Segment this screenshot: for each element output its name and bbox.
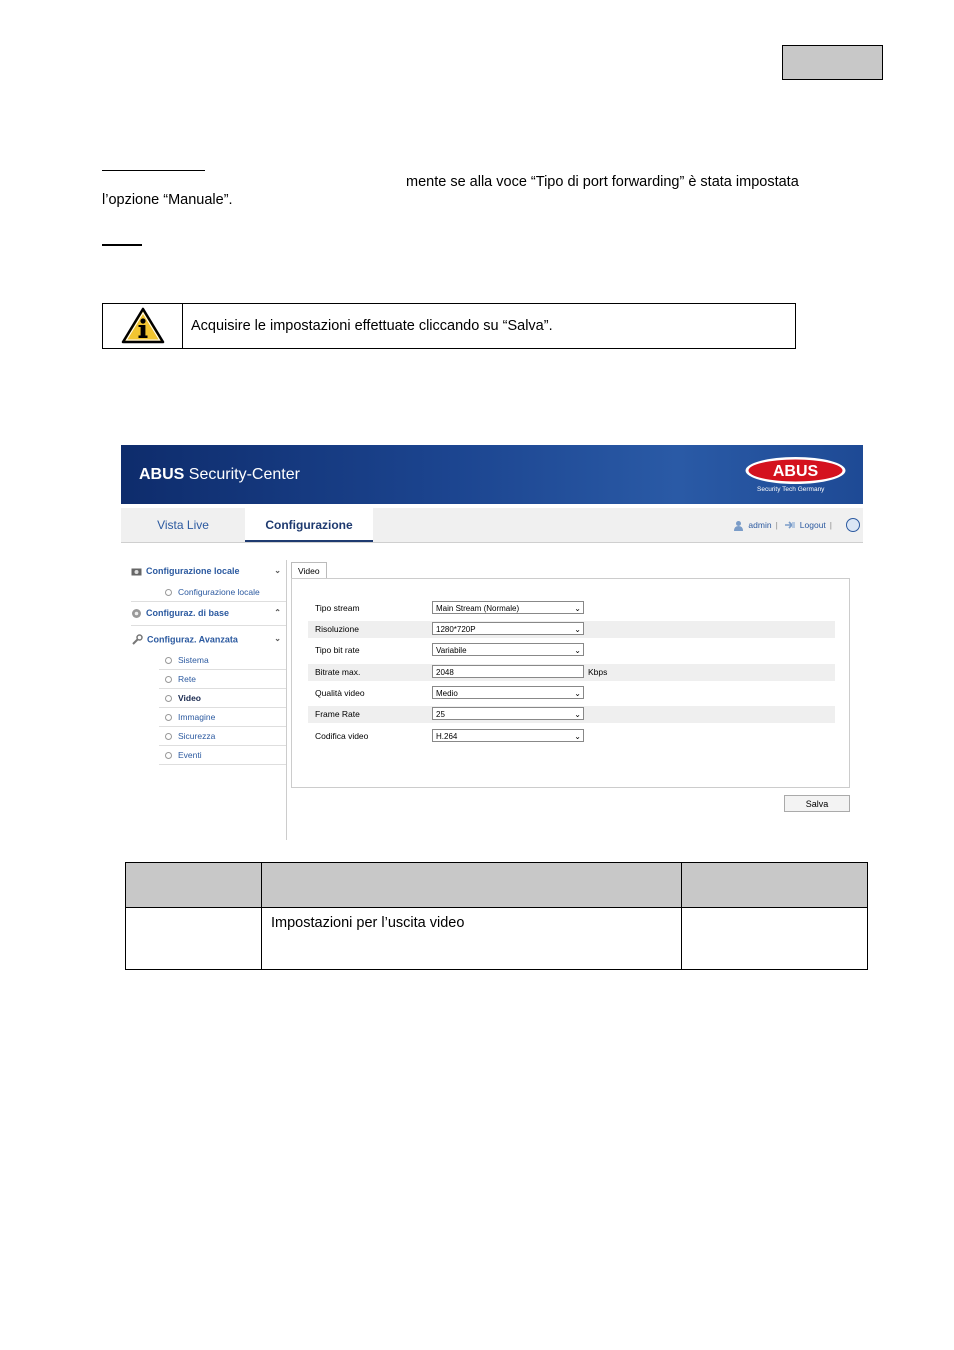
- separator: |: [775, 520, 778, 530]
- separator: |: [829, 520, 832, 530]
- chevron-up-icon: ⌃: [274, 608, 281, 617]
- save-button[interactable]: Salva: [784, 795, 850, 812]
- chevron-down-icon: ⌄: [574, 646, 581, 655]
- divider: [159, 707, 286, 708]
- field-label: Risoluzione: [315, 624, 359, 634]
- vertical-divider: [286, 560, 287, 840]
- logout-link[interactable]: Logout: [799, 520, 826, 530]
- divider: [131, 601, 286, 602]
- logout-icon: [784, 521, 796, 529]
- tab-live-view[interactable]: Vista Live: [157, 518, 209, 532]
- bullet-icon: [165, 752, 172, 759]
- chevron-down-icon: ⌄: [274, 566, 281, 575]
- sidebar-item-events[interactable]: Eventi: [165, 750, 202, 760]
- column-divider: [261, 863, 262, 969]
- subheading-underline: [102, 244, 142, 246]
- bitrate-type-select[interactable]: Variabile ⌄: [432, 643, 584, 656]
- gear-icon: [131, 608, 142, 619]
- field-label: Qualità video: [315, 688, 365, 698]
- bullet-icon: [165, 657, 172, 664]
- abus-web-ui: [121, 445, 863, 840]
- user-area: [733, 508, 863, 542]
- sidebar-item-security[interactable]: Sicurezza: [165, 731, 215, 741]
- field-label: Frame Rate: [315, 709, 360, 719]
- sidebar-section-basic[interactable]: Configuraz. di base ⌃: [131, 608, 286, 619]
- sidebar-item-system[interactable]: Sistema: [165, 655, 209, 665]
- note-box: [102, 303, 796, 349]
- sidebar-section-advanced[interactable]: Configuraz. Avanzata ⌄: [131, 634, 286, 646]
- bullet-icon: [165, 714, 172, 721]
- video-encoding-select[interactable]: H.264 ⌄: [432, 729, 584, 742]
- field-row-video-quality: [308, 685, 835, 702]
- field-row-frame-rate: [308, 706, 835, 723]
- wrench-icon: [131, 634, 143, 646]
- language-globe-icon[interactable]: [846, 518, 860, 532]
- sidebar-item-video[interactable]: Video: [165, 693, 201, 703]
- tab-video[interactable]: Video: [291, 562, 327, 579]
- bitrate-unit: Kbps: [588, 667, 608, 677]
- bullet-icon: [165, 733, 172, 740]
- user-icon: [733, 520, 744, 531]
- sidebar-item-local-config[interactable]: Configurazione locale: [165, 587, 260, 597]
- paragraph-line-1: mente se alla voce “Tipo di port forwarding” è stata impostata: [406, 174, 799, 190]
- brand-title: ABUS Security-Center: [139, 466, 300, 483]
- abus-logo: [744, 456, 847, 485]
- chevron-down-icon: ⌄: [574, 689, 581, 698]
- max-bitrate-input[interactable]: 2048: [432, 665, 584, 678]
- field-row-bitrate-type: [308, 642, 835, 659]
- field-label: Codifica video: [315, 731, 369, 741]
- bullet-icon: [165, 695, 172, 702]
- divider: [131, 625, 286, 626]
- resolution-select[interactable]: 1280*720P ⌄: [432, 622, 584, 635]
- chevron-down-icon: ⌄: [574, 625, 581, 634]
- bullet-icon: [165, 676, 172, 683]
- svg-text:ABUS: ABUS: [772, 463, 819, 480]
- field-row-video-encoding: [308, 728, 835, 745]
- chevron-down-icon: ⌄: [574, 732, 581, 741]
- table-header: [126, 863, 867, 908]
- frame-rate-select[interactable]: 25 ⌄: [432, 707, 584, 720]
- table-cell-description: Impostazioni per l’uscita video: [271, 915, 465, 931]
- logo-subtitle: Security Tech Germany: [757, 486, 825, 493]
- paragraph-line-2: l’opzione “Manuale”.: [102, 192, 233, 208]
- sidebar-item-network[interactable]: Rete: [165, 674, 196, 684]
- field-row-resolution: [308, 621, 835, 638]
- column-divider: [681, 863, 682, 969]
- video-quality-select[interactable]: Medio ⌄: [432, 686, 584, 699]
- divider: [159, 688, 286, 689]
- warning-info-icon: [103, 304, 183, 348]
- divider: [159, 726, 286, 727]
- video-settings-panel: [291, 578, 850, 788]
- user-name[interactable]: admin: [748, 520, 772, 530]
- field-row-max-bitrate: [308, 664, 835, 681]
- divider: [159, 764, 286, 765]
- tab-configuration[interactable]: Configurazione: [245, 508, 373, 542]
- language-box: [782, 45, 883, 80]
- field-label: Bitrate max.: [315, 667, 361, 677]
- divider: [159, 745, 286, 746]
- heading-underline: [102, 170, 205, 171]
- field-label: Tipo stream: [315, 603, 360, 613]
- chevron-down-icon: ⌄: [574, 710, 581, 719]
- chevron-down-icon: ⌄: [274, 634, 281, 643]
- sidebar-section-local[interactable]: Configurazione locale ⌄: [131, 566, 286, 577]
- note-text: Acquisire le impostazioni effettuate cliccando su “Salva”.: [191, 318, 553, 334]
- divider: [159, 669, 286, 670]
- parameter-table: [125, 862, 868, 970]
- field-row-stream-type: [308, 600, 835, 617]
- header-banner: [121, 445, 863, 504]
- camera-icon: [131, 567, 142, 577]
- field-label: Tipo bit rate: [315, 645, 360, 655]
- bullet-icon: [165, 589, 172, 596]
- sidebar-item-image[interactable]: Immagine: [165, 712, 215, 722]
- stream-type-select[interactable]: Main Stream (Normale) ⌄: [432, 601, 584, 614]
- chevron-down-icon: ⌄: [574, 604, 581, 613]
- top-navigation: [121, 508, 863, 543]
